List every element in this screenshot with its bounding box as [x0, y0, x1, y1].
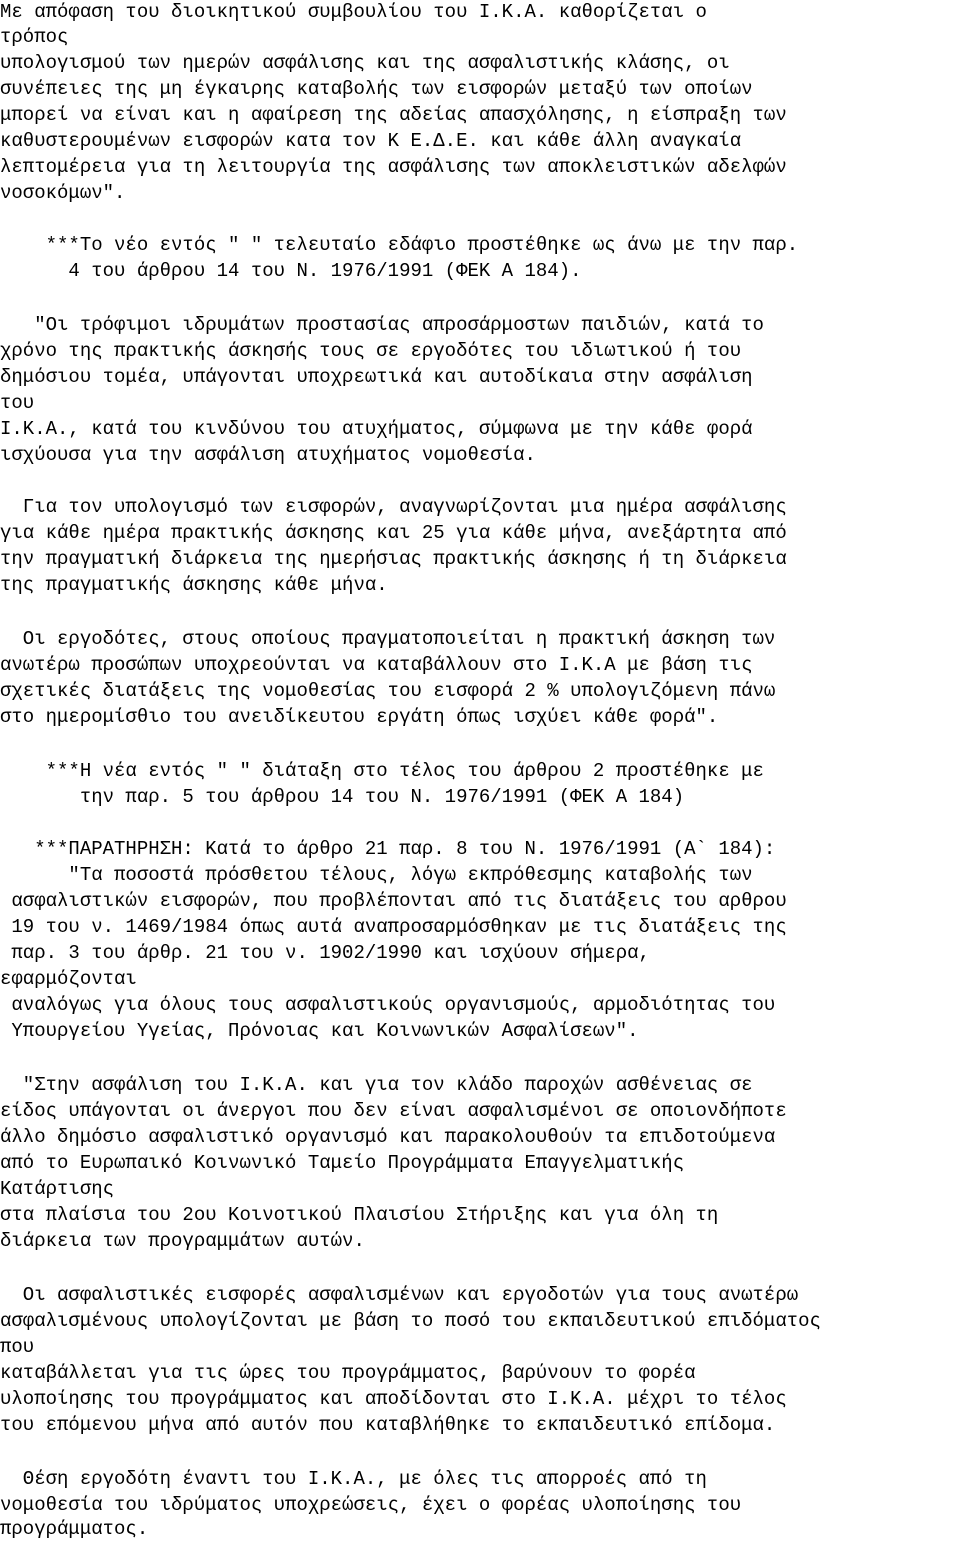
text-line: λεπτομέρεια για τη λειτουργία της ασφάλισης των αποκλειστικών αδελφών: [0, 156, 787, 178]
text-line: χρόνο της πρακτικής άσκησής τους σε εργοδότες του ιδιωτικού ή του: [0, 340, 742, 362]
text-line: ισχύουσα για την ασφάλιση ατυχήματος νομοθεσία.: [0, 444, 536, 466]
text-line: νοσοκόμων".: [0, 182, 126, 204]
text-line: Για τον υπολογισμό των εισφορών, αναγνωρίζονται μια ημέρα ασφάλισης: [0, 496, 787, 518]
text-line: διάρκεια των προγραμμάτων αυτών.: [0, 1230, 365, 1252]
text-line: δημόσιου τομέα, υπάγονται υποχρεωτικά και αυτοδίκαια στην ασφάλιση: [0, 366, 753, 388]
text-line: άλλο δημόσιο ασφαλιστικό οργανισμό και παρακολουθούν τα επιδοτούμενα: [0, 1126, 776, 1148]
text-line: υλοποίησης του προγράμματος και αποδίδονται στο Ι.Κ.Α. μέχρι το τέλος: [0, 1388, 787, 1410]
text-line: Ι.Κ.Α., κατά του κινδύνου του ατυχήματος, σύμφωνα με την κάθε φορά: [0, 418, 753, 440]
text-line: Οι εργοδότες, στους οποίους πραγματοποιείται η πρακτική άσκηση των: [0, 628, 776, 650]
text-line: εφαρμόζονται: [0, 968, 137, 990]
text-line: καθυστερουμένων εισφορών κατα τον Κ Ε.Δ.Ε. και κάθε άλλη αναγκαία: [0, 130, 742, 152]
text-line: σχετικές διατάξεις της νομοθεσίας του εισφορά 2 % υπολογιζόμενη πάνω: [0, 680, 776, 702]
text-line: του: [0, 392, 35, 414]
text-line: νομοθεσία του ιδρύματος υποχρεώσεις, έχει ο φορέας υλοποίησης του: [0, 1494, 742, 1516]
text-line: Οι ασφαλιστικές εισφορές ασφαλισμένων και εργοδοτών για τους ανωτέρω: [0, 1284, 799, 1306]
text-line: προγράμματος.: [0, 1518, 149, 1540]
text-line: παρ. 3 του άρθρ. 21 του ν. 1902/1990 και ισχύουν σήμερα,: [0, 942, 650, 964]
text-line: συνέπειες της μη έγκαιρης καταβολής των εισφορών μεταξύ των οποίων: [0, 78, 753, 100]
text-line: ανωτέρω προσώπων υποχρεούνται να καταβάλλουν στο Ι.Κ.Α με βάση τις: [0, 654, 753, 676]
note-line: 4 του άρθρου 14 του Ν. 1976/1991 (ΦΕΚ Α 184).: [0, 260, 582, 282]
note-line: ***Το νέο εντός " " τελευταίο εδάφιο προστέθηκε ως άνω με την παρ.: [0, 234, 799, 256]
text-line: Κατάρτισης: [0, 1178, 115, 1200]
text-line: Με απόφαση του διοικητικού συμβουλίου του Ι.Κ.Α. καθορίζεται ο: [0, 1, 707, 23]
text-line: "Οι τρόφιμοι ιδρυμάτων προστασίας απροσάρμοστων παιδιών, κατά το: [0, 314, 764, 336]
text-line: του επόμενου μήνα από αυτόν που καταβλήθηκε το εκπαιδευτικό επίδομα.: [0, 1414, 776, 1436]
text-line: της πραγματικής άσκησης κάθε μήνα.: [0, 574, 388, 596]
text-line: "Τα ποσοστά πρόσθετου τέλους, λόγω εκπρόθεσμης καταβολής των: [0, 864, 753, 886]
text-line: είδος υπάγονται οι άνεργοι που δεν είναι ασφαλισμένοι σε οποιονδήποτε: [0, 1100, 787, 1122]
text-line: 19 του ν. 1469/1984 όπως αυτά αναπροσαρμόσθηκαν με τις διατάξεις της: [0, 916, 787, 938]
text-line: Θέση εργοδότη έναντι του Ι.Κ.Α., με όλες τις απορρoές από τη: [0, 1468, 707, 1490]
text-line: Υπουργείου Υγείας, Πρόνοιας και Κοινωνικών Ασφαλίσεων".: [0, 1020, 639, 1042]
text-line: την πραγματική διάρκεια της ημερήσιας πρακτικής άσκησης ή τη διάρκεια: [0, 548, 787, 570]
text-line: για κάθε ημέρα πρακτικής άσκησης και 25 για κάθε μήνα, ανεξάρτητα από: [0, 522, 787, 544]
text-line: υπολογισμού των ημερών ασφάλισης και της ασφαλιστικής κλάσης, οι: [0, 52, 730, 74]
text-line: ασφαλιστικών εισφορών, που προβλέπονται από τις διατάξεις του αρθρου: [0, 890, 787, 912]
note-line: την παρ. 5 του άρθρου 14 του Ν. 1976/1991 (ΦΕΚ Α 184): [0, 786, 685, 808]
note-line: ***Η νέα εντός " " διάταξη στο τέλος του άρθρου 2 προστέθηκε με: [0, 760, 764, 782]
text-line: μπορεί να είναι και η αφαίρεση της αδείας απασχόλησης, η είσπραξη των: [0, 104, 787, 126]
text-line: στα πλαίσια του 2ου Κοινοτικού Πλαισίου Στήριξης και για όλη τη: [0, 1204, 719, 1226]
text-line: τρόπος: [0, 26, 69, 48]
note-line: ***ΠΑΡΑΤΗΡΗΣΗ: Κατά το άρθρο 21 παρ. 8 του Ν. 1976/1991 (Α` 184):: [0, 838, 776, 860]
text-line: που: [0, 1336, 35, 1358]
text-line: στο ημερομίσθιο του ανειδίκευτου εργάτη όπως ισχύει κάθε φορά".: [0, 706, 719, 728]
text-line: καταβάλλεται για τις ώρες του προγράμματος, βαρύνουν το φορέα: [0, 1362, 696, 1384]
text-line: αναλόγως για όλους τους ασφαλιστικούς οργανισμούς, αρμοδιότητας του: [0, 994, 776, 1016]
text-line: "Στην ασφάλιση του Ι.Κ.Α. και για τον κλάδο παροχών ασθένειας σε: [0, 1074, 753, 1096]
text-line: ασφαλισμένους υπολογίζονται με βάση το ποσό του εκπαιδευτικού επιδόματος: [0, 1310, 821, 1332]
text-line: από το Ευρωπαικό Κοινωνικό Ταμείο Προγράμματα Επαγγελματικής: [0, 1152, 685, 1174]
